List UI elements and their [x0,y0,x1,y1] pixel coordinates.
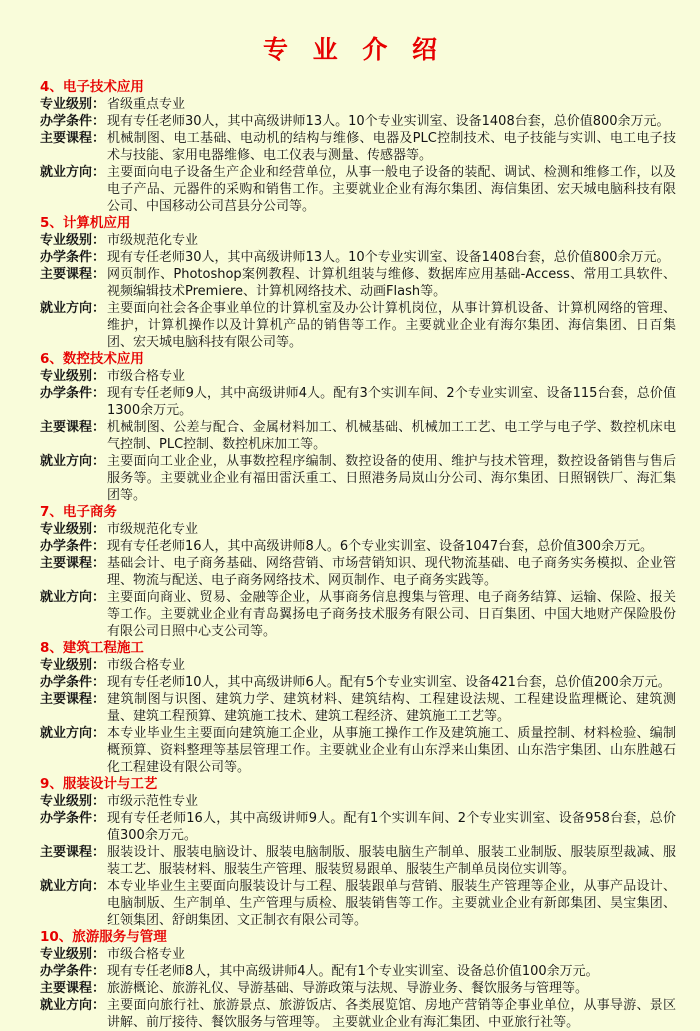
page-title: 专 业 介 绍 [262,35,446,64]
field-label: 主要课程： [40,981,106,996]
field-label: 办学条件： [40,675,106,690]
section-fields [40,657,676,776]
field-label: 就业方向： [40,998,106,1013]
field-label: 办学条件： [40,811,106,826]
field-text: 市级合格专业 [107,947,186,962]
specialty-section [40,79,676,215]
field-text: 市级规范化专业 [107,522,199,537]
field-text: 机械制图、电工基础、电动机的结构与维修、电器及PLC控制技术、电子技能与实训、电工电子技术与技能、家用电器维修、电工仪表与测量、传感器等。 [107,131,676,163]
field-row [40,232,676,249]
section-fields [40,232,676,351]
field-label: 主要课程： [40,267,106,282]
field-text: 本专业毕业生主要面向建筑施工企业，从事施工操作工作及建筑施工、质量控制、材料检验、编制概预算、资料整理等基层管理工作。主要就业企业有山东浮来山集团、山东浩宇集团、山东胜越石化工程建设有限公司等。 [107,726,676,775]
field-row [40,368,676,385]
field-label: 主要课程： [40,556,106,571]
field-row [40,980,676,997]
field-text: 机械制图、公差与配合、金属材料加工、机械基础、机械加工工艺、电工学与电子学、数控机床电气控制、PLC控制、数控机床加工等。 [107,420,676,452]
specialty-section [40,351,676,504]
field-row [40,691,676,725]
field-row [40,589,676,640]
field-label: 就业方向： [40,454,106,469]
field-label: 办学条件： [40,539,106,554]
field-label: 就业方向： [40,879,106,894]
field-label: 专业级别： [40,522,106,537]
field-text: 本专业毕业生主要面向服装设计与工程、服装跟单与营销、服装生产管理等企业，从事产品设计、电脑制版、生产制单、生产管理与质检、服装销售等工作。主要就业企业有新郎集团、昊宝集团、红领集团、舒朗集团、文正制衣有限公司等。 [107,879,676,928]
specialty-section [40,929,676,1031]
field-text: 现有专任老师30人，其中高级讲师13人。10个专业实训室、设备1408台套，总价值800余万元。 [107,250,670,265]
field-row [40,997,676,1031]
specialty-section [40,504,676,640]
field-row [40,164,676,215]
field-text: 主要面向旅行社、旅游景点、旅游饭店、各类展览馆、房地产营销等企事业单位，从事导游、景区讲解、前厅接待、餐饮服务与管理等。 主要就业企业有海汇集团、中亚旅行社等。 [107,998,676,1030]
field-row [40,538,676,555]
field-label: 专业级别： [40,97,106,112]
field-label: 办学条件： [40,250,106,265]
field-label: 专业级别： [40,369,106,384]
field-label: 办学条件： [40,386,106,401]
field-label: 就业方向： [40,726,106,741]
field-text: 基础会计、电子商务基础、网络营销、市场营销知识、现代物流基础、电子商务实务模拟、企业管理、物流与配送、电子商务网络技术、网页制作、电子商务实践等。 [107,556,676,588]
field-label: 就业方向： [40,165,106,180]
field-row [40,963,676,980]
field-label: 就业方向： [40,301,106,316]
field-row [40,725,676,776]
field-text: 建筑制图与识图、建筑力学、建筑材料、建筑结构、工程建设法规、工程建设监理概论、建筑测量、建筑工程预算、建筑施工技术、建筑工程经济、建筑施工工艺等。 [107,692,676,724]
field-label: 主要课程： [40,692,106,707]
field-text: 市级合格专业 [107,658,186,673]
section-fields [40,946,676,1031]
section-fields [40,368,676,504]
sections-container [0,79,700,1031]
field-text: 现有专任老师8人，其中高级讲师4人。配有1个专业实训室、设备总价值100余万元。 [107,964,599,979]
section-heading: 7、电子商务 [40,504,117,520]
field-text: 市级示范性专业 [107,794,199,809]
field-label: 主要课程： [40,845,106,860]
field-row [40,300,676,351]
field-row [40,946,676,963]
field-text: 主要面向电子设备生产企业和经营单位，从事一般电子设备的装配、调试、检测和维修工作，以及电子产品、元器件的采购和销售工作。主要就业企业有海尔集团、海信集团、宏天城电脑科技有限公司、中国移动公司莒县分公司等。 [107,165,676,214]
field-row [40,555,676,589]
section-heading: 8、建筑工程施工 [40,640,144,656]
section-heading: 5、计算机应用 [40,215,131,231]
specialty-section [40,215,676,351]
field-text: 现有专任老师9人，其中高级讲师4人。配有3个实训车间、2个专业实训室、设备115台套，总价值1300余万元。 [107,386,676,418]
field-label: 主要课程： [40,420,106,435]
section-fields [40,96,676,215]
section-fields [40,793,676,929]
field-row [40,793,676,810]
field-label: 办学条件： [40,114,106,129]
field-row [40,266,676,300]
field-row [40,657,676,674]
field-row [40,130,676,164]
field-row [40,810,676,844]
field-text: 旅游概论、旅游礼仪、导游基础、导游政策与法规、导游业务、餐饮服务与管理等。 [107,981,589,996]
field-text: 现有专任老师16人，其中高级讲师9人。配有1个实训车间、2个专业实训室、设备958台套，总价值300余万元。 [107,811,676,843]
field-text: 网页制作、Photoshop案例教程、计算机组装与维修、数据库应用基础-Access、常用工具软件、视频编辑技术Premiere、计算机网络技术、动画Flash等。 [107,267,676,299]
field-label: 专业级别： [40,233,106,248]
field-text: 服装设计、服装电脑设计、服装电脑制版、服装电脑生产制单、服装工业制版、服装原型裁减、服装工艺、服装材料、服装生产管理、服装贸易跟单、服装生产制单员岗位实训等。 [107,845,676,877]
field-row [40,674,676,691]
field-text: 主要面向工业企业，从事数控程序编制、数控设备的使用、维护与技术管理，数控设备销售与售后服务等。主要就业企业有福田雷沃重工、日照港务局岚山分公司、海尔集团、日照钢铁厂、海汇集团等。 [107,454,676,503]
field-label: 就业方向： [40,590,106,605]
field-label: 办学条件： [40,964,106,979]
field-label: 专业级别： [40,658,106,673]
field-row [40,249,676,266]
field-row [40,113,676,130]
field-row [40,453,676,504]
field-row [40,878,676,929]
field-label: 专业级别： [40,947,106,962]
field-text: 主要面向社会各企事业单位的计算机室及办公计算机岗位，从事计算机设备、计算机网络的管理、维护，计算机操作以及计算机产品的销售等工作。主要就业企业有海尔集团、海信集团、日百集团、宏天城电脑科技有限公司等。 [107,301,676,350]
field-text: 市级合格专业 [107,369,186,384]
field-row [40,521,676,538]
section-heading: 9、服装设计与工艺 [40,776,158,792]
field-row [40,385,676,419]
specialty-section [40,776,676,929]
field-text: 市级规范化专业 [107,233,199,248]
field-label: 专业级别： [40,794,106,809]
specialty-section [40,640,676,776]
field-text: 主要面向商业、贸易、金融等企业，从事商务信息搜集与管理、电子商务结算、运输、保险、报关等工作。主要就业企业有青岛翼扬电子商务技术服务有限公司、日百集团、中国大地财产保险股份有限公司日照中心支公司等。 [107,590,676,639]
field-row [40,844,676,878]
field-label: 主要课程： [40,131,106,146]
field-text: 现有专任老师30人，其中高级讲师13人。10个专业实训室、设备1408台套，总价值800余万元。 [107,114,670,129]
field-text: 省级重点专业 [107,97,186,112]
field-row [40,419,676,453]
field-text: 现有专任老师10人，其中高级讲师6人。配有5个专业实训室、设备421台套，总价值200余万元。 [107,675,671,690]
field-text: 现有专任老师16人，其中高级讲师8人。6个专业实训室、设备1047台套，总价值300余万元。 [107,539,653,554]
section-heading: 6、数控技术应用 [40,351,144,367]
section-heading: 4、电子技术应用 [40,79,144,95]
field-row [40,96,676,113]
section-fields [40,521,676,640]
section-heading: 10、旅游服务与管理 [40,929,167,945]
